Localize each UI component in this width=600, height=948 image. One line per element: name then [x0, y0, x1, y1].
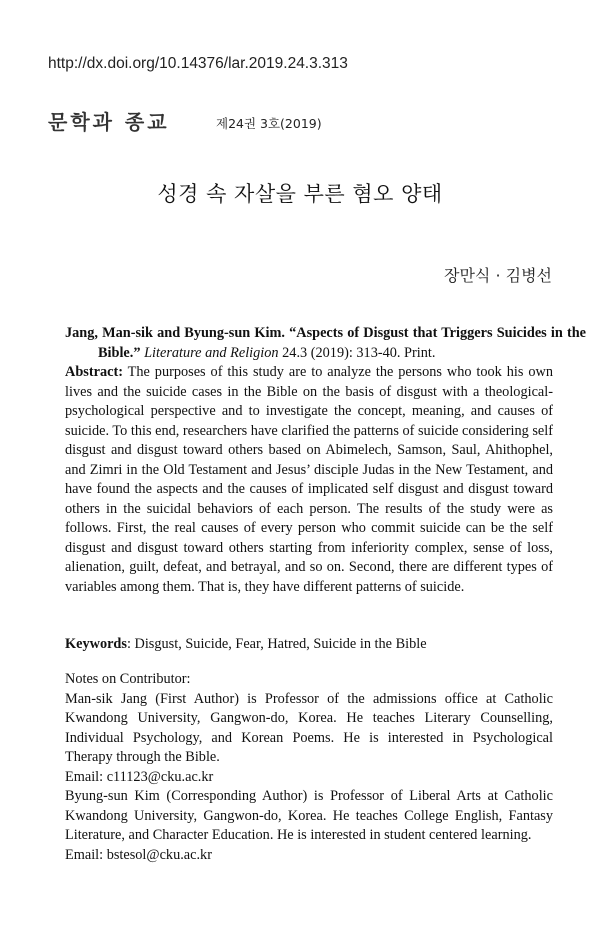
abstract-text: The purposes of this study are to analyze the persons who took his own lives and the suicide cases in the Bible on the basis of disgust with a theological-psychological perspective and to investigate the concept, meaning, and causes of suicide. To this end, researchers have clarified the patterns of suicide considering self disgust and disgust toward others based on Abimelech, Samson, Saul, Ahithophel, and Zimri in the Old Testament and Jesus’ disciple Judas in the New Testament, and have found the aspects and the causes of implicated self disgust and disgust toward others in the suicidal behaviors of each person. The results of the study were as follows. First, the real causes of every person who commit suicide can be the self disgust and disgust toward others starting from inferiority complex, sense of loss, alienation, guilt, defeat, and betrayal, and so on. Second, there are different types of variables among them. That is, they have different patterns of suicide.: [65, 364, 553, 595]
contributor-notes: [65, 670, 553, 865]
paper-title: 성경 속 자살을 부른 혐오 양태: [157, 182, 443, 206]
second-author-bio: Byung-sun Kim (Corresponding Author) is Professor of Liberal Arts at Catholic Kwandong University, Gangwon-do, Korea. He teaches College English, Fantasy Literature, and Character Education. He is interested in student centered learning.: [65, 788, 553, 843]
doi-link[interactable]: http://dx.doi.org/10.14376/lar.2019.24.3.313: [48, 55, 348, 72]
author-names: 장만식 · 김병선: [444, 266, 552, 285]
keywords-text: : Disgust, Suicide, Fear, Hatred, Suicide in the Bible: [126, 636, 427, 652]
citation: [65, 324, 586, 363]
citation-authors-title: Jang, Man-sik and Byung-sun Kim. “Aspects of Disgust that Triggers Suicides in the Bible.”: [65, 325, 586, 361]
keywords-label: Keywords: [65, 636, 127, 652]
first-author-email[interactable]: Email: c11123@cku.ac.kr: [65, 768, 214, 785]
journal-logo: 문학과 종교: [48, 110, 170, 134]
issue-label: 제24권 3호(2019): [216, 116, 322, 131]
citation-details: 24.3 (2019): 313-40. Print.: [278, 344, 436, 361]
second-author-email[interactable]: Email: bstesol@cku.ac.kr: [65, 846, 212, 863]
abstract-label: Abstract:: [65, 364, 123, 380]
keywords: [65, 635, 553, 655]
first-author-bio: Man-sik Jang (First Author) is Professor of the admissions office at Catholic Kwandong University, Gangwon-do, Korea. He teaches Literary Counselling, Individual Psychology, and Korean Poems. He is interested in Psychological Therapy through the Bible.: [65, 690, 553, 765]
citation-journal: Literature and Religion: [144, 344, 279, 361]
abstract: [65, 363, 553, 597]
notes-heading: Notes on Contributor:: [65, 671, 191, 687]
